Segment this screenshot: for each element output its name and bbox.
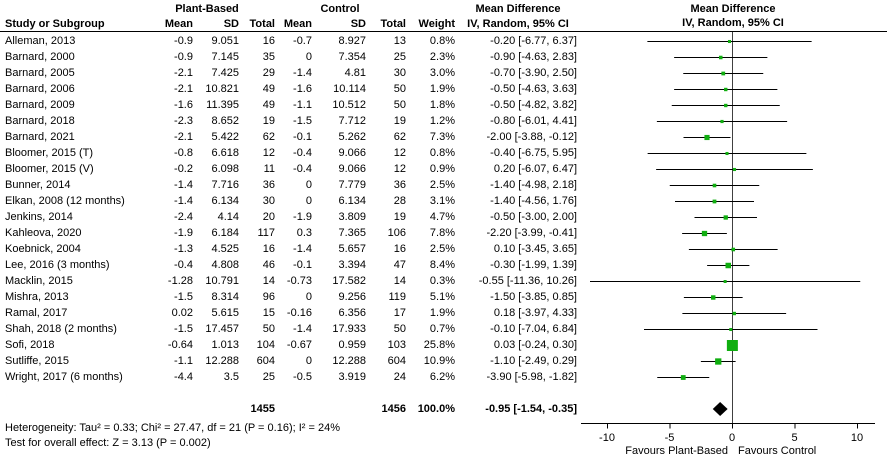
cell-pb_n: 46: [262, 259, 275, 271]
effect-square: [721, 72, 725, 76]
cell-pb_mean: -1.1: [174, 355, 193, 367]
favours-left-label: Favours Plant-Based: [625, 445, 728, 457]
cell-c_sd: 3.394: [338, 259, 366, 271]
cell-name: Kahleova, 2020: [5, 227, 82, 239]
cell-c_n: 24: [393, 371, 406, 383]
cell-pb_n: 35: [262, 51, 275, 63]
cell-pb_sd: 12.288: [205, 355, 239, 367]
cell-md_label: -0.70 [-3.90, 2.50]: [490, 67, 577, 79]
cell-c_mean: -1.9: [293, 211, 312, 223]
cell-c_mean: -1.6: [293, 83, 312, 95]
col-header-c-mean: Mean: [283, 18, 312, 30]
cell-weight: 4.7%: [429, 211, 455, 223]
cell-c_n: 50: [393, 83, 406, 95]
table-row: [0, 129, 579, 145]
cell-c_sd: 9.256: [338, 291, 366, 303]
cell-pb_mean: [155, 401, 195, 417]
cell-md_label: -1.40 [-4.98, 2.18]: [490, 179, 577, 191]
cell-md_label: -0.30 [-1.99, 1.39]: [490, 259, 577, 271]
cell-c_n: 12: [393, 163, 406, 175]
cell-pb_sd: 1.013: [211, 339, 239, 351]
cell-pb_mean: -0.2: [174, 163, 193, 175]
cell-c_mean: 0.3: [296, 227, 312, 239]
effect-square: [725, 152, 728, 155]
cell-c_mean: -0.4: [293, 147, 312, 159]
cell-c_mean: -0.4: [293, 163, 312, 175]
cell-name: Bloomer, 2015 (T): [5, 147, 94, 159]
axis-tick-label: 10: [850, 432, 864, 444]
cell-c_n: 19: [393, 211, 406, 223]
table-row: [0, 193, 579, 209]
cell-weight: 0.9%: [429, 163, 455, 175]
cell-pb_mean: -4.4: [174, 371, 193, 383]
cell-c_sd: 17.582: [332, 275, 366, 287]
cell-name: Bunner, 2014: [5, 179, 71, 191]
cell-pb_n: 36: [262, 179, 275, 191]
cell-c_mean: 0: [305, 179, 312, 191]
cell-c_mean: [277, 401, 314, 417]
cell-pb_mean: -1.28: [167, 275, 193, 287]
cell-c_mean: 0: [305, 51, 312, 63]
cell-name: Elkan, 2008 (12 months): [5, 195, 125, 207]
cell-name: Wright, 2017 (6 months): [5, 371, 123, 383]
cell-pb_mean: -0.9: [174, 35, 193, 47]
cell-pb_sd: 6.098: [211, 163, 239, 175]
cell-name: Koebnick, 2004: [5, 243, 81, 255]
cell-md_label: -1.10 [-2.49, 0.29]: [490, 355, 577, 367]
cell-c_mean: 0: [305, 355, 312, 367]
cell-md_label: 0.03 [-0.24, 0.30]: [493, 339, 577, 351]
cell-c_sd: [314, 401, 368, 417]
cell-pb_mean: -2.1: [174, 67, 193, 79]
cell-c_mean: 0: [305, 195, 312, 207]
cell-weight: 7.8%: [429, 227, 455, 239]
cell-name: Lee, 2016 (3 months): [5, 259, 110, 271]
table-row: [0, 337, 579, 353]
table-row: [0, 145, 579, 161]
table-row: [0, 321, 579, 337]
cell-weight: 1.9%: [429, 307, 455, 319]
cell-pb_n: 25: [262, 371, 275, 383]
cell-c_n: 1456: [381, 403, 406, 415]
cell-weight: 0.3%: [429, 275, 455, 287]
cell-name: Barnard, 2006: [5, 83, 75, 95]
cell-c_mean: 0: [305, 291, 312, 303]
cell-pb_sd: 10.791: [205, 275, 239, 287]
cell-c_sd: 6.356: [338, 307, 366, 319]
table-row: [0, 65, 579, 81]
cell-c_sd: 0.959: [338, 339, 366, 351]
cell-name: Mishra, 2013: [5, 291, 69, 303]
cell-c_sd: 6.134: [338, 195, 366, 207]
cell-md_label: -0.95 [-1.54, -0.35]: [485, 403, 577, 415]
cell-pb_n: 50: [262, 323, 275, 335]
col-header-pb-sd: SD: [223, 18, 239, 30]
cell-pb_sd: 5.615: [211, 307, 239, 319]
cell-md_label: -0.20 [-6.77, 6.37]: [490, 35, 577, 47]
table-row: [0, 97, 579, 113]
col-header-c-sd: SD: [350, 18, 366, 30]
table-row: [0, 209, 579, 225]
cell-pb_n: 29: [262, 67, 275, 79]
cell-name: Sofi, 2018: [5, 339, 55, 351]
cell-pb_mean: -1.5: [174, 291, 193, 303]
cell-weight: 0.8%: [429, 147, 455, 159]
table-row: [0, 81, 579, 97]
cell-c_mean: -1.5: [293, 115, 312, 127]
effect-square: [719, 56, 723, 60]
cell-name: Alleman, 2013: [5, 35, 76, 47]
cell-md_label: -3.90 [-5.98, -1.82]: [486, 371, 577, 383]
table-row: [0, 257, 579, 273]
cell-pb_n: 16: [262, 243, 275, 255]
effect-square: [731, 248, 735, 252]
cell-c_n: 106: [387, 227, 406, 239]
cell-pb_sd: 7.145: [211, 51, 239, 63]
effect-square: [724, 215, 728, 219]
effect-square: [724, 104, 727, 107]
cell-c_sd: 10.114: [333, 83, 366, 95]
table-row: [0, 49, 579, 65]
table-row: [0, 177, 579, 193]
table-row: [0, 161, 579, 177]
favours-right-label: Favours Control: [738, 445, 817, 457]
cell-pb_sd: 10.821: [205, 83, 239, 95]
cell-pb_sd: 8.314: [211, 291, 239, 303]
cell-c_mean: -0.67: [286, 339, 312, 351]
cell-md_label: -0.50 [-4.63, 3.63]: [490, 83, 577, 95]
cell-c_sd: 7.712: [338, 115, 366, 127]
cell-md_label: -2.00 [-3.88, -0.12]: [486, 131, 577, 143]
effect-square: [704, 135, 709, 140]
cell-c_n: 25: [393, 51, 406, 63]
cell-pb_mean: -1.6: [174, 99, 193, 111]
cell-c_n: 12: [393, 147, 406, 159]
cell-pb_mean: -1.5: [174, 323, 193, 335]
cell-pb_n: 104: [256, 339, 275, 351]
cell-weight: 6.2%: [429, 371, 455, 383]
cell-pb_mean: -0.8: [174, 147, 193, 159]
cell-pb_sd: 6.184: [211, 227, 239, 239]
cell-md_label: -0.80 [-6.01, 4.41]: [490, 115, 577, 127]
cell-pb_n: 96: [262, 291, 275, 303]
cell-pb_n: 1455: [250, 403, 275, 415]
forest-plot-canvas: [578, 0, 887, 464]
cell-pb_n: 117: [257, 227, 275, 239]
cell-c_mean: -0.16: [286, 307, 312, 319]
cell-pb_mean: -1.4: [174, 179, 193, 191]
cell-pb_sd: 4.808: [211, 259, 239, 271]
cell-pb_sd: [195, 401, 241, 417]
cell-name: [0, 401, 155, 417]
cell-c_mean: -1.4: [293, 67, 312, 79]
cell-c_sd: 7.779: [338, 179, 366, 191]
cell-pb_n: 49: [262, 83, 275, 95]
cell-md_label: 0.10 [-3.45, 3.65]: [493, 243, 577, 255]
cell-c_n: 119: [388, 291, 406, 303]
cell-c_sd: 10.512: [332, 99, 366, 111]
cell-c_sd: 5.262: [338, 131, 366, 143]
md-plot-column-title: Mean Difference: [690, 3, 776, 15]
cell-pb_mean: -2.3: [174, 115, 193, 127]
cell-c_sd: 9.066: [338, 163, 366, 175]
cell-name: Ramal, 2017: [5, 307, 68, 319]
effect-square: [713, 200, 717, 204]
cell-c_n: 28: [393, 195, 406, 207]
cell-pb_n: 14: [262, 275, 275, 287]
cell-md_label: -2.20 [-3.99, -0.41]: [486, 227, 577, 239]
cell-c_sd: 4.81: [344, 67, 366, 79]
pooled-diamond: [713, 402, 728, 416]
cell-weight: 2.5%: [429, 179, 455, 191]
cell-md_label: -0.40 [-6.75, 5.95]: [490, 147, 577, 159]
cell-pb_mean: -0.64: [167, 339, 193, 351]
cell-pb_sd: 4.14: [217, 211, 239, 223]
effect-square: [711, 295, 715, 299]
footer-stats: [0, 421, 579, 451]
cell-c_mean: -0.1: [293, 131, 312, 143]
cell-md_label: -1.40 [-4.56, 1.76]: [490, 195, 577, 207]
cell-c_mean: -1.4: [293, 243, 312, 255]
table-row: [0, 305, 579, 321]
cell-weight: 2.3%: [429, 51, 455, 63]
cell-c_n: 62: [393, 131, 406, 143]
cell-c_n: 50: [393, 323, 406, 335]
axis-tick-label: -5: [664, 432, 675, 444]
effect-square: [702, 231, 707, 236]
cell-pb_n: 30: [262, 195, 275, 207]
effect-square: [724, 280, 727, 283]
cell-pb_mean: -1.4: [174, 195, 193, 207]
cell-pb_sd: 5.422: [211, 131, 239, 143]
effect-square: [726, 263, 731, 268]
md-plot-column-subtitle: IV, Random, 95% CI: [682, 17, 784, 29]
study-table-body: [0, 33, 579, 451]
cell-pb_mean: -0.9: [174, 51, 193, 63]
cell-pb_n: 604: [256, 355, 275, 367]
table-row: [0, 241, 579, 257]
cell-c_sd: 12.288: [332, 355, 366, 367]
cell-weight: 0.8%: [429, 35, 455, 47]
cell-c_sd: 17.933: [332, 323, 366, 335]
cell-c_sd: 9.066: [338, 147, 366, 159]
group-header-plant-based: Plant-Based: [175, 3, 239, 15]
axis-tick-label: 0: [728, 432, 736, 444]
effect-square: [733, 168, 736, 171]
cell-c_mean: -0.5: [293, 371, 312, 383]
group-header-control: Control: [320, 3, 360, 15]
cell-weight: 25.8%: [423, 339, 455, 351]
table-row: [0, 225, 579, 241]
cell-pb_mean: -1.3: [174, 243, 193, 255]
cell-md_label: -0.50 [-4.82, 3.82]: [490, 99, 577, 111]
cell-weight: 5.1%: [429, 291, 455, 303]
cell-c_n: 14: [393, 275, 406, 287]
cell-name: Sutliffe, 2015: [5, 355, 70, 367]
cell-c_sd: 3.919: [338, 371, 366, 383]
cell-c_sd: 3.809: [338, 211, 366, 223]
col-header-weight: Weight: [418, 18, 455, 30]
cell-c_n: 36: [393, 179, 406, 191]
cell-c_sd: 8.927: [338, 35, 366, 47]
cell-name: Barnard, 2000: [5, 51, 75, 63]
cell-c_n: 30: [393, 67, 406, 79]
table-row: [0, 273, 579, 289]
effect-square: [681, 375, 686, 380]
cell-pb_mean: -2.4: [174, 211, 193, 223]
table-row: [0, 33, 579, 49]
cell-md_label: -0.55 [-11.36, 10.26]: [478, 275, 577, 287]
cell-c_sd: 5.657: [338, 243, 366, 255]
col-header-pb-mean: Mean: [164, 18, 193, 30]
md-text-column-title: Mean Difference: [475, 3, 561, 15]
cell-pb_mean: -2.1: [174, 131, 193, 143]
table-row: [0, 113, 579, 129]
cell-weight: 8.4%: [429, 259, 455, 271]
overall-effect-line: Test for overall effect: Z = 3.13 (P = 0.002): [5, 437, 211, 449]
col-header-study: Study or Subgroup: [5, 18, 105, 30]
cell-weight: 1.9%: [429, 83, 455, 95]
cell-pb_sd: 9.051: [211, 35, 239, 47]
cell-c_n: 17: [393, 307, 406, 319]
cell-weight: 3.0%: [429, 67, 455, 79]
cell-c_sd: 7.365: [338, 227, 366, 239]
cell-c_mean: -0.7: [293, 35, 312, 47]
cell-c_n: 16: [393, 243, 406, 255]
cell-c_n: 19: [393, 115, 406, 127]
cell-md_label: 0.20 [-6.07, 6.47]: [493, 163, 577, 175]
cell-name: Barnard, 2021: [5, 131, 75, 143]
effect-square: [720, 120, 723, 123]
cell-pb_mean: -0.4: [174, 259, 193, 271]
axis-tick-label: 5: [791, 432, 798, 444]
cell-weight: 100.0%: [417, 403, 455, 415]
cell-weight: 1.2%: [429, 115, 455, 127]
cell-name: Shah, 2018 (2 months): [5, 323, 117, 335]
spacer-row: [0, 385, 579, 401]
axis-tick-label: -10: [599, 432, 615, 444]
cell-pb_sd: 6.134: [211, 195, 239, 207]
cell-md_label: -0.90 [-4.63, 2.83]: [490, 51, 577, 63]
cell-name: Barnard, 2018: [5, 115, 75, 127]
cell-name: Barnard, 2005: [5, 67, 75, 79]
cell-weight: 0.7%: [429, 323, 455, 335]
cell-pb_sd: 17.457: [205, 323, 239, 335]
cell-name: Bloomer, 2015 (V): [5, 163, 94, 175]
col-header-pb-total: Total: [249, 18, 275, 30]
cell-c_mean: -0.1: [293, 259, 312, 271]
cell-weight: 10.9%: [423, 355, 455, 367]
cell-pb_sd: 7.716: [211, 179, 239, 191]
column-header-row: [0, 16, 579, 32]
cell-pb_mean: -1.9: [174, 227, 193, 239]
cell-pb_n: 11: [263, 163, 275, 175]
heterogeneity-line: Heterogeneity: Tau² = 0.33; Chi² = 27.47, df = 21 (P = 0.16); I² = 24%: [5, 422, 340, 434]
effect-square: [715, 358, 721, 364]
table-row: [0, 353, 579, 369]
cell-pb_sd: 3.5: [223, 371, 239, 383]
table-row: [0, 369, 579, 385]
effect-square: [713, 184, 717, 188]
cell-pb_sd: 7.425: [211, 67, 239, 79]
cell-c_sd: 7.354: [338, 51, 366, 63]
effect-square: [727, 340, 738, 351]
cell-md_label: -1.50 [-3.85, 0.85]: [490, 291, 577, 303]
cell-pb_sd: 4.525: [211, 243, 239, 255]
cell-pb_n: 19: [262, 115, 275, 127]
col-header-md-ci: IV, Random, 95% CI: [467, 18, 569, 30]
cell-c_n: 13: [393, 35, 406, 47]
cell-md_label: 0.18 [-3.97, 4.33]: [493, 307, 577, 319]
cell-weight: 1.8%: [429, 99, 455, 111]
cell-pb_sd: 6.618: [211, 147, 239, 159]
cell-name: Barnard, 2009: [5, 99, 75, 111]
cell-pb_n: 16: [262, 35, 275, 47]
cell-pb_mean: 0.02: [171, 307, 193, 319]
cell-pb_n: 20: [262, 211, 275, 223]
cell-pb_n: 62: [262, 131, 275, 143]
cell-pb_sd: 8.652: [211, 115, 239, 127]
effect-square: [724, 88, 727, 91]
cell-pb_n: 15: [262, 307, 275, 319]
cell-pb_n: 12: [262, 147, 275, 159]
effect-square: [733, 312, 736, 315]
cell-pb_sd: 11.395: [206, 99, 239, 111]
cell-name: Macklin, 2015: [5, 275, 73, 287]
cell-c_n: 103: [387, 339, 406, 351]
cell-c_n: 47: [393, 259, 406, 271]
total-row: [0, 401, 579, 417]
cell-c_mean: -1.1: [293, 99, 312, 111]
effect-square: [728, 40, 731, 43]
cell-c_mean: -1.4: [293, 323, 312, 335]
cell-md_label: -0.10 [-7.04, 6.84]: [490, 323, 577, 335]
cell-weight: 7.3%: [429, 131, 455, 143]
effect-square: [729, 328, 732, 331]
cell-pb_n: 49: [262, 99, 275, 111]
cell-c_n: 604: [387, 355, 406, 367]
cell-c_n: 50: [393, 99, 406, 111]
table-row: [0, 289, 579, 305]
cell-weight: 3.1%: [429, 195, 455, 207]
cell-pb_mean: -2.1: [174, 83, 193, 95]
cell-md_label: -0.50 [-3.00, 2.00]: [490, 211, 577, 223]
cell-weight: 2.5%: [429, 243, 455, 255]
cell-c_mean: -0.73: [286, 275, 312, 287]
col-header-c-total: Total: [380, 18, 406, 30]
cell-name: Jenkins, 2014: [5, 211, 73, 223]
